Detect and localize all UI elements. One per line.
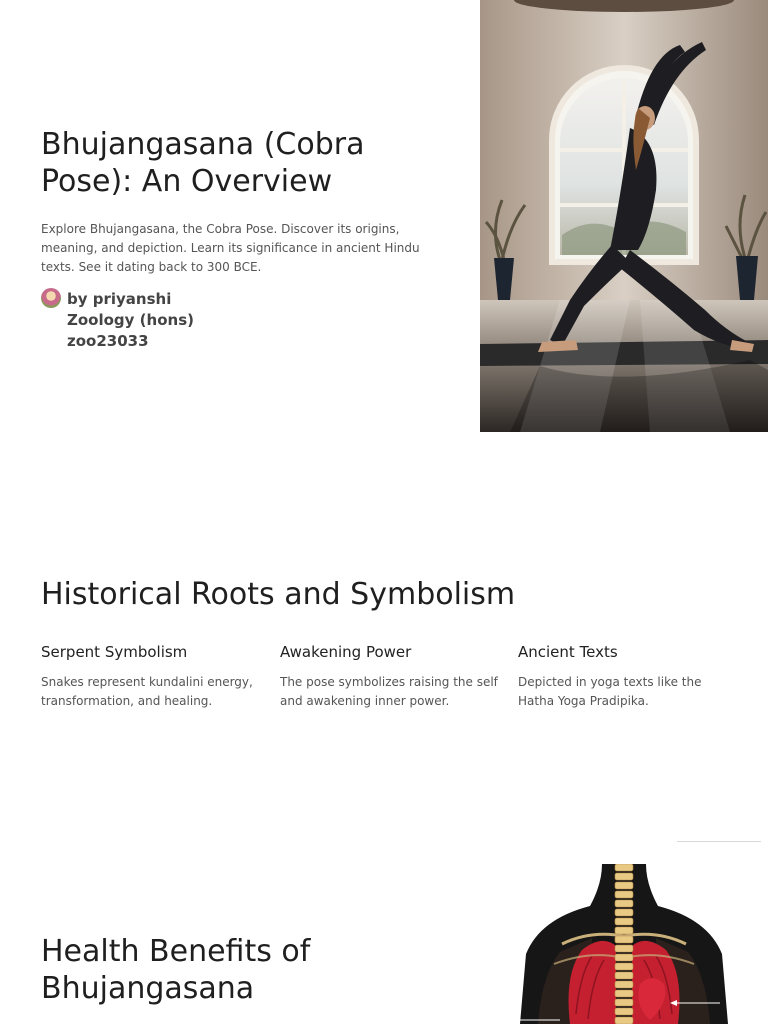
yoga-pose-illustration — [480, 0, 768, 432]
card-text: Depicted in yoga texts like the Hatha Yoga Pradipika. — [518, 675, 702, 708]
spine-anatomy-illustration — [480, 864, 768, 1024]
author-block — [41, 289, 341, 352]
overview-title: Bhujangasana (Cobra Pose): An Overview — [41, 127, 365, 199]
author-lines — [67, 289, 194, 352]
card-heading: Serpent Symbolism — [41, 643, 188, 661]
overview-slide — [0, 0, 768, 432]
card-serpent-symbolism — [41, 642, 261, 711]
health-benefits-title: Health Benefits of Bhujangasana — [41, 934, 311, 1006]
card-heading: Awakening Power — [280, 643, 412, 661]
author-department: Zoology (hons) — [67, 311, 194, 329]
overview-description: Explore Bhujangasana, the Cobra Pose. Discover its origins, meaning, and depiction. Learn its significance in ancient Hindu texts. See it dating back to 300 BCE. — [41, 222, 420, 274]
yoga-pose-image — [480, 0, 768, 432]
divider — [677, 841, 761, 842]
card-text: Snakes represent kundalini energy, transformation, and healing. — [41, 675, 253, 708]
author-name: by priyanshi — [67, 290, 172, 308]
author-id: zoo23033 — [67, 332, 149, 350]
spine-anatomy-image — [480, 864, 768, 1024]
card-awakening-power — [280, 642, 500, 711]
card-ancient-texts — [518, 642, 738, 711]
card-text: The pose symbolizes raising the self and awakening inner power. — [280, 675, 498, 708]
card-heading: Ancient Texts — [518, 643, 618, 661]
avatar — [41, 288, 61, 308]
history-title: Historical Roots and Symbolism — [41, 577, 516, 612]
